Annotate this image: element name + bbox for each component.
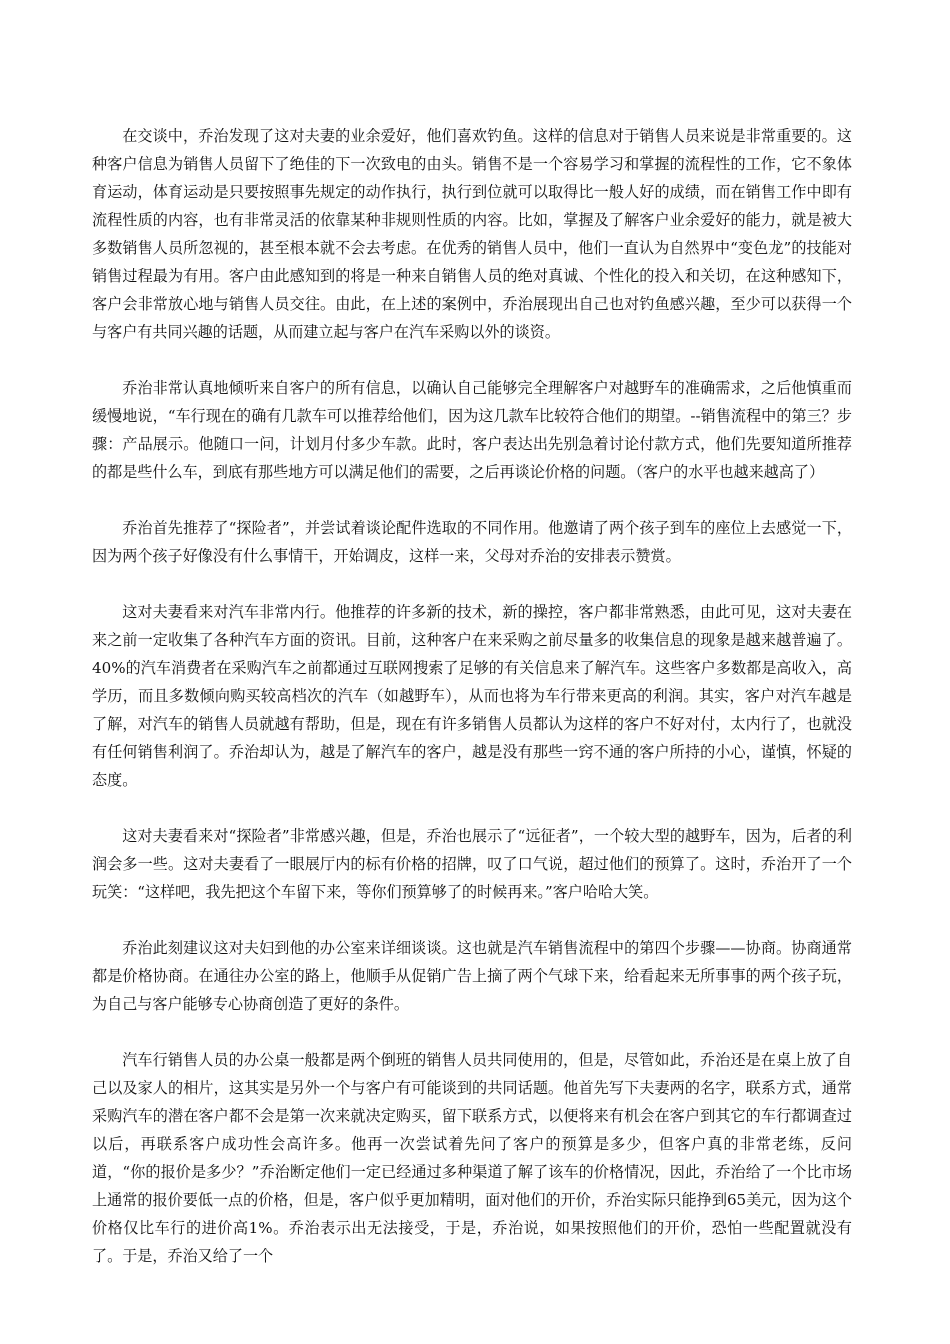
document-page [92, 122, 852, 1298]
paragraph-5: 这对夫妻看来对“探险者”非常感兴趣，但是，乔治也展示了“远征者”，一个较大型的越野车，因为，后者的利润会多一些。这对夫妻看了一眼展厅内的标有价格的招牌，叹了口气说，超过他们的预算了。这时，乔治开了一个玩笑：“这样吧，我先把这个车留下来，等你们预算够了的时候再来。”客户哈哈大笑。 [92, 827, 852, 901]
paragraph-7: 汽车行销售人员的办公桌一般都是两个倒班的销售人员共同使用的，但是，尽管如此，乔治还是在桌上放了自己以及家人的相片，这其实是另外一个与客户有可能谈到的共同话题。他首先写下夫妻两的名字，联系方式，通常采购汽车的潜在客户都不会是第一次来就决定购买，留下联系方式，以便将来有机会在客户到其它的车行都调查过以后，再联系客户成功性会高许多。他再一次尝试着先问了客户的预算是多少，但客户真的非常老练，反问道，“你的报价是多少？”乔治断定他们一定已经通过多种渠道了解了该车的价格情况，因此，乔治给了一个比市场上通常的报价要低一点的价格，但是，客户似乎更加精明，面对他们的开价，乔治实际只能挣到65美元，因为这个价格仅比车行的进价高1%。乔治表示出无法接受，于是，乔治说，如果按照他们的开价，恐怕一些配置就没有了。于是，乔治又给了一个 [92, 1051, 852, 1265]
paragraph-2: 乔治非常认真地倾听来自客户的所有信息，以确认自己能够完全理解客户对越野车的准确需求，之后他慎重而缓慢地说，“车行现在的确有几款车可以推荐给他们，因为这几款车比较符合他们的期望。--销售流程中的第三？步骤：产品展示。他随口一问，计划月付多少车款。此时，客户表达出先别急着讨论付款方式，他们先要知道所推荐的都是些什么车，到底有那些地方可以满足他们的需要，之后再谈论价格的问题。（客户的水平也越来越高了） [92, 379, 852, 481]
paragraph-3: 乔治首先推荐了“探险者”，并尝试着谈论配件选取的不同作用。他邀请了两个孩子到车的座位上去感觉一下，因为两个孩子好像没有什么事情干，开始调皮，这样一来，父母对乔治的安排表示赞赏。 [92, 519, 852, 565]
paragraph-1: 在交谈中，乔治发现了这对夫妻的业余爱好，他们喜欢钓鱼。这样的信息对于销售人员来说是非常重要的。这种客户信息为销售人员留下了绝佳的下一次致电的由头。销售不是一个容易学习和掌握的流程性的工作，它不象体育运动，体育运动是只要按照事先规定的动作执行，执行到位就可以取得比一般人好的成绩，而在销售工作中即有流程性质的内容，也有非常灵活的依靠某种非规则性质的内容。比如，掌握及了解客户业余爱好的能力，就是被大多数销售人员所忽视的，甚至根本就不会去考虑。在优秀的销售人员中，他们一直认为自然界中“变色龙”的技能对销售过程最为有用。客户由此感知到的将是一种来自销售人员的绝对真诚、个性化的投入和关切，在这种感知下，客户会非常放心地与销售人员交往。由此，在上述的案例中，乔治展现出自己也对钓鱼感兴趣，至少可以获得一个与客户有共同兴趣的话题，从而建立起与客户在汽车采购以外的谈资。 [92, 127, 852, 341]
paragraph-6: 乔治此刻建议这对夫妇到他的办公室来详细谈谈。这也就是汽车销售流程中的第四个步骤——协商。协商通常都是价格协商。在通往办公室的路上，他顺手从促销广告上摘了两个气球下来，给看起来无所事事的两个孩子玩，为自己与客户能够专心协商创造了更好的条件。 [92, 939, 852, 1013]
paragraph-4: 这对夫妻看来对汽车非常内行。他推荐的许多新的技术，新的操控，客户都非常熟悉，由此可见，这对夫妻在来之前一定收集了各种汽车方面的资讯。目前，这种客户在来采购之前尽量多的收集信息的现象是越来越普遍了。40%的汽车消费者在采购汽车之前都通过互联网搜索了足够的有关信息来了解汽车。这些客户多数都是高收入，高学历，而且多数倾向购买较高档次的汽车（如越野车），从而也将为车行带来更高的利润。其实，客户对汽车越是了解，对汽车的销售人员就越有帮助，但是，现在有许多销售人员都认为这样的客户不好对付，太内行了，也就没有任何销售利润了。乔治却认为，越是了解汽车的客户，越是没有那些一窍不通的客户所持的小心，谨慎，怀疑的态度。 [92, 603, 852, 789]
